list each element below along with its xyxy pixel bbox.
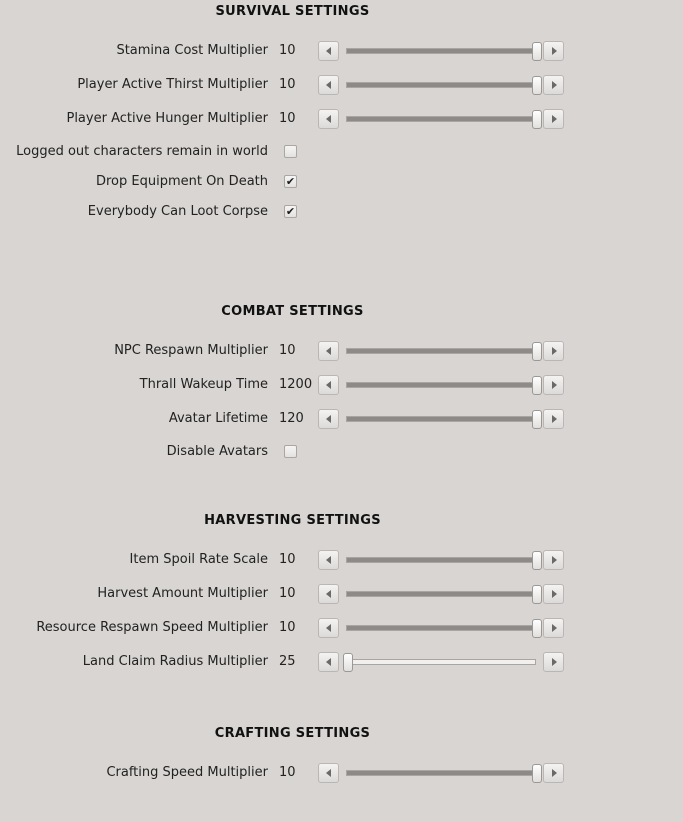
disable-avatars-label: Disable Avatars <box>166 444 268 459</box>
increase-arrow-icon[interactable] <box>543 618 564 638</box>
slider-thumb[interactable] <box>532 42 542 61</box>
thrall-wakeup-label: Thrall Wakeup Time <box>139 377 268 392</box>
harvest-amount-label: Harvest Amount Multiplier <box>97 586 268 601</box>
slider-thumb[interactable] <box>343 653 353 672</box>
loot-corpse-label: Everybody Can Loot Corpse <box>87 204 268 219</box>
increase-arrow-icon[interactable] <box>543 75 564 95</box>
increase-arrow-icon[interactable] <box>543 763 564 783</box>
decrease-arrow-icon[interactable] <box>318 652 339 672</box>
slider-thumb[interactable] <box>532 764 542 783</box>
slider-track[interactable] <box>346 82 536 88</box>
drop-equipment-label: Drop Equipment On Death <box>95 174 268 189</box>
thrall-wakeup-slider[interactable] <box>318 375 564 397</box>
item-spoil-rate-value: 10 <box>279 552 296 567</box>
slider-fill <box>347 558 538 562</box>
combat-settings-heading: COMBAT SETTINGS <box>221 304 364 319</box>
npc-respawn-value: 10 <box>279 343 296 358</box>
stamina-cost-slider[interactable] <box>318 41 564 63</box>
avatar-lifetime-value: 120 <box>279 411 304 426</box>
decrease-arrow-icon[interactable] <box>318 550 339 570</box>
increase-arrow-icon[interactable] <box>543 584 564 604</box>
hunger-multiplier-slider[interactable] <box>318 109 564 131</box>
slider-track[interactable] <box>346 382 536 388</box>
slider-thumb[interactable] <box>532 110 542 129</box>
slider-track[interactable] <box>346 659 536 665</box>
resource-respawn-slider[interactable] <box>318 618 564 640</box>
harvest-amount-slider[interactable] <box>318 584 564 606</box>
decrease-arrow-icon[interactable] <box>318 341 339 361</box>
decrease-arrow-icon[interactable] <box>318 375 339 395</box>
slider-fill <box>347 592 538 596</box>
increase-arrow-icon[interactable] <box>543 652 564 672</box>
hunger-multiplier-value: 10 <box>279 111 296 126</box>
harvesting-settings-heading: HARVESTING SETTINGS <box>204 513 381 528</box>
slider-fill <box>347 83 538 87</box>
item-spoil-rate-label: Item Spoil Rate Scale <box>129 552 268 567</box>
resource-respawn-value: 10 <box>279 620 296 635</box>
land-claim-radius-slider[interactable] <box>318 652 564 674</box>
increase-arrow-icon[interactable] <box>543 109 564 129</box>
slider-thumb[interactable] <box>532 619 542 638</box>
stamina-cost-value: 10 <box>279 43 296 58</box>
thrall-wakeup-value: 1200 <box>279 377 313 392</box>
thirst-multiplier-slider[interactable] <box>318 75 564 97</box>
slider-track[interactable] <box>346 770 536 776</box>
crafting-speed-label: Crafting Speed Multiplier <box>106 765 268 780</box>
slider-fill <box>347 383 538 387</box>
land-claim-radius-label: Land Claim Radius Multiplier <box>82 654 268 669</box>
disable-avatars-checkbox[interactable] <box>284 445 297 458</box>
slider-thumb[interactable] <box>532 551 542 570</box>
increase-arrow-icon[interactable] <box>543 375 564 395</box>
npc-respawn-label: NPC Respawn Multiplier <box>114 343 268 358</box>
decrease-arrow-icon[interactable] <box>318 584 339 604</box>
resource-respawn-label: Resource Respawn Speed Multiplier <box>36 620 268 635</box>
logged-out-characters-label: Logged out characters remain in world <box>16 144 268 159</box>
slider-track[interactable] <box>346 557 536 563</box>
crafting-speed-value: 10 <box>279 765 296 780</box>
increase-arrow-icon[interactable] <box>543 409 564 429</box>
slider-track[interactable] <box>346 348 536 354</box>
harvest-amount-value: 10 <box>279 586 296 601</box>
increase-arrow-icon[interactable] <box>543 41 564 61</box>
slider-thumb[interactable] <box>532 76 542 95</box>
land-claim-radius-value: 25 <box>279 654 296 669</box>
avatar-lifetime-label: Avatar Lifetime <box>168 411 268 426</box>
slider-fill <box>347 417 538 421</box>
slider-fill <box>347 349 538 353</box>
hunger-multiplier-label: Player Active Hunger Multiplier <box>66 111 268 126</box>
slider-thumb[interactable] <box>532 342 542 361</box>
decrease-arrow-icon[interactable] <box>318 409 339 429</box>
slider-track[interactable] <box>346 625 536 631</box>
increase-arrow-icon[interactable] <box>543 550 564 570</box>
npc-respawn-slider[interactable] <box>318 341 564 363</box>
crafting-speed-slider[interactable] <box>318 763 564 785</box>
slider-thumb[interactable] <box>532 410 542 429</box>
decrease-arrow-icon[interactable] <box>318 109 339 129</box>
increase-arrow-icon[interactable] <box>543 341 564 361</box>
slider-thumb[interactable] <box>532 376 542 395</box>
avatar-lifetime-slider[interactable] <box>318 409 564 431</box>
thirst-multiplier-value: 10 <box>279 77 296 92</box>
slider-fill <box>347 626 538 630</box>
logged-out-characters-checkbox[interactable] <box>284 145 297 158</box>
crafting-settings-heading: CRAFTING SETTINGS <box>214 726 371 741</box>
slider-track[interactable] <box>346 116 536 122</box>
drop-equipment-checkbox[interactable]: ✔ <box>285 175 296 188</box>
slider-fill <box>347 49 538 53</box>
decrease-arrow-icon[interactable] <box>318 41 339 61</box>
loot-corpse-checkbox[interactable]: ✔ <box>285 205 296 218</box>
stamina-cost-label: Stamina Cost Multiplier <box>116 43 268 58</box>
decrease-arrow-icon[interactable] <box>318 763 339 783</box>
slider-track[interactable] <box>346 48 536 54</box>
survival-settings-heading: SURVIVAL SETTINGS <box>215 4 370 19</box>
thirst-multiplier-label: Player Active Thirst Multiplier <box>77 77 268 92</box>
decrease-arrow-icon[interactable] <box>318 618 339 638</box>
slider-fill <box>347 117 538 121</box>
item-spoil-rate-slider[interactable] <box>318 550 564 572</box>
slider-fill <box>347 771 538 775</box>
slider-track[interactable] <box>346 416 536 422</box>
decrease-arrow-icon[interactable] <box>318 75 339 95</box>
slider-thumb[interactable] <box>532 585 542 604</box>
slider-track[interactable] <box>346 591 536 597</box>
